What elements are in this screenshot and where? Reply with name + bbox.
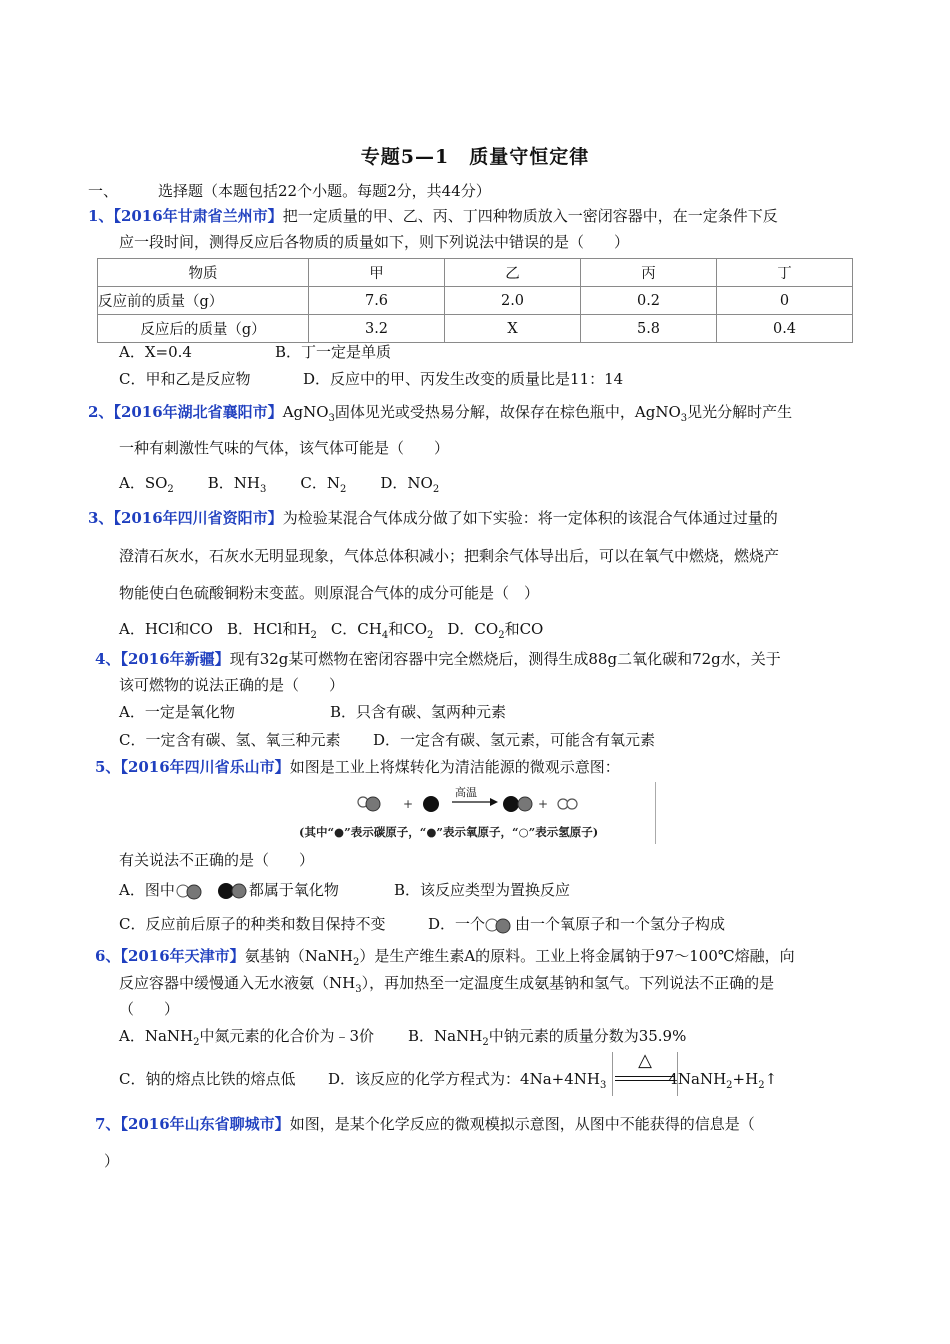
- q3-stem-2: 澄清石灰水，石灰水无明显现象，气体总体积减小；把剩余气体导出后，可以在氧气中燃烧，燃烧产: [119, 547, 780, 565]
- q6-stem-b: ）是生产维生素A的原料。工业上将金属钠于97～100℃熔融，向: [359, 947, 795, 965]
- subscript: 2: [193, 1037, 200, 1048]
- q5-stem-2: 有关说法不正确的是（ ）: [119, 851, 315, 869]
- q5-option-b: B．该反应类型为置换反应: [394, 881, 571, 899]
- subscript: 3: [680, 413, 688, 424]
- table-cell: 0.2: [581, 287, 717, 315]
- q4-number: 4、: [95, 650, 121, 668]
- q3-line1: [88, 507, 778, 529]
- section-number: 一、: [88, 182, 119, 200]
- q5-option-a-text: A．图中: [119, 881, 175, 899]
- q6-option-c: C．钠的熔点比铁的熔点低: [119, 1070, 296, 1088]
- oxygen-atom-icon: [518, 797, 532, 811]
- q3-option-c-rest: 和CO: [388, 620, 428, 638]
- q5-option-a-rest: 都属于氧化物: [248, 881, 339, 899]
- table-cell: 3.2: [309, 315, 445, 343]
- q2-stem-2: 一种有刺激性气味的气体，该气体可能是（ ）: [119, 439, 450, 457]
- q6-option-d-product: 4NaNH: [668, 1070, 727, 1088]
- table-cell: X: [445, 315, 581, 343]
- reaction-condition: 高温: [455, 786, 477, 799]
- q2-stem-a: AgNO: [282, 403, 329, 421]
- q4-stem-1: 现有32g某可燃物在密闭容器中完全燃烧后，测得生成88g二氧化碳和72g水，关于: [229, 650, 781, 668]
- subscript: 2: [427, 630, 434, 641]
- subscript: 3: [260, 484, 267, 495]
- table-row: [98, 259, 853, 287]
- q5-option-a: [119, 879, 339, 901]
- q3-option-d: D．CO: [447, 620, 499, 638]
- q5-option-d-text: D．一个: [428, 915, 486, 933]
- table-cell: 0: [717, 287, 853, 315]
- q7-line1: [95, 1113, 755, 1135]
- section-heading: [88, 180, 491, 201]
- q3-number: 3、: [88, 509, 114, 527]
- table-cell: 7.6: [309, 287, 445, 315]
- q3-stem-1: 为检验某混合气体成分做了如下实验：将一定体积的该混合气体通过过量的: [282, 509, 778, 527]
- q6-option-b-rest: 中钠元素的质量分数为35.9%: [488, 1027, 687, 1045]
- q6-line2: [119, 972, 774, 1001]
- q4-source: 【2016年新疆】: [120, 650, 230, 668]
- table-cell: 反应后的质量（g）: [98, 315, 309, 343]
- q6-line1: [95, 945, 795, 974]
- subscript: 2: [340, 484, 347, 495]
- hydrogen-atom-icon: [567, 799, 577, 809]
- q2-source: 【2016年湖北省襄阳市】: [113, 403, 283, 421]
- table-cell: 乙: [445, 259, 581, 287]
- q6-option-b-text: B．NaNH: [408, 1027, 483, 1045]
- q6-stem-d: ），再加热至一定温度生成氨基钠和氢气。下列说法不正确的是: [361, 974, 775, 992]
- subscript: 2: [482, 1037, 489, 1048]
- q2-stem-b: 固体见光或受热易分解，故保存在棕色瓶中，AgNO: [334, 403, 681, 421]
- q2-options: [119, 472, 439, 501]
- equals-line-bottom: [615, 1080, 675, 1081]
- q5-option-d-rest: 由一个氧原子和一个氢分子构成: [515, 915, 726, 933]
- q2-option-c: C．N: [300, 474, 340, 492]
- q2-option-d: D．NO: [380, 474, 433, 492]
- subscript: 4: [381, 630, 389, 641]
- reaction-scheme-svg: [295, 782, 655, 844]
- subscript: 2: [726, 1080, 733, 1091]
- q6-option-d-h: +H: [732, 1070, 759, 1088]
- equation-condition-box: [612, 1052, 678, 1096]
- carbon-atom-icon: [503, 796, 519, 812]
- q3-option-b: B．HCl和H: [226, 620, 311, 638]
- q6-option-d-text: D．该反应的化学方程式为：4Na+4NH: [328, 1070, 600, 1088]
- q3-stem-3: 物能使白色硫酸铜粉末变蓝。则原混合气体的成分可能是（ ）: [119, 584, 540, 602]
- table-cell: 甲: [309, 259, 445, 287]
- subscript: 2: [498, 630, 505, 641]
- q5-option-d: [428, 913, 725, 935]
- q6-stem-a: 氨基钠（NaNH: [244, 947, 353, 965]
- q7-stem-1: 如图，是某个化学反应的微观模拟示意图，从图中不能获得的信息是（: [289, 1115, 755, 1133]
- subscript: 2: [432, 484, 440, 495]
- q2-number: 2、: [88, 403, 114, 421]
- q4-stem-2: 该可燃物的说法正确的是（ ）: [119, 676, 345, 694]
- q3-option-a: A．HCl和CO: [119, 620, 213, 638]
- q5-option-c: C．反应前后原子的种类和数目保持不变: [119, 915, 386, 933]
- q5-line1: [95, 756, 620, 778]
- q4-option-b: B．只含有碳、氢两种元素: [330, 703, 507, 721]
- q4-option-d: D．一定含有碳、氢元素，可能含有氧元素: [373, 731, 656, 749]
- section-text: 选择题（本题包括22个小题。每题2分，共44分）: [158, 182, 491, 200]
- table-cell: 5.8: [581, 315, 717, 343]
- q1-option-c: C．甲和乙是反应物: [119, 370, 251, 388]
- q6-source: 【2016年天津市】: [120, 947, 245, 965]
- q6-option-a-rest: 中氮元素的化合价为﹣3价: [199, 1027, 375, 1045]
- table-cell: 丁: [717, 259, 853, 287]
- q2-stem-c: 见光分解时产生: [687, 403, 793, 421]
- q3-option-d-rest: 和CO: [504, 620, 544, 638]
- scheme-legend: (其中“●”表示碳原子，“●”表示氧原子，“○”表示氢原子): [299, 825, 599, 839]
- q7-number: 7、: [95, 1115, 121, 1133]
- q1-stem-1: 把一定质量的甲、乙、丙、丁四种物质放入一密闭容器中，在一定条件下反: [282, 207, 778, 225]
- subscript: 3: [328, 413, 335, 424]
- q2-option-b: B．NH: [207, 474, 261, 492]
- table-row: [98, 287, 853, 315]
- q4-line1: [95, 648, 781, 670]
- q1-option-d: D．反应中的甲、丙发生改变的质量比是11：14: [303, 370, 624, 388]
- q4-option-c: C．一定含有碳、氢、氧三种元素: [119, 731, 341, 749]
- subscript: 2: [167, 484, 174, 495]
- water-molecule-icon: [485, 916, 515, 934]
- plus-sign: +: [403, 797, 414, 811]
- q6-stem-c: 反应容器中缓慢通入无水液氨（NH: [119, 974, 356, 992]
- carbon-monoxide-icon: [217, 882, 249, 900]
- q1-line1: [88, 205, 778, 227]
- gas-arrow-icon: ↑: [764, 1070, 778, 1088]
- q1-option-b: B．丁一定是单质: [275, 343, 392, 361]
- oxygen-atom-icon: [366, 797, 380, 811]
- q5-number: 5、: [95, 758, 121, 776]
- table-cell: 丙: [581, 259, 717, 287]
- q7-stem-2: ）: [104, 1152, 120, 1170]
- q5-source: 【2016年四川省乐山市】: [120, 758, 290, 776]
- reaction-scheme-figure: [295, 782, 656, 844]
- q6-option-a-text: A．NaNH: [119, 1027, 194, 1045]
- subscript: 3: [355, 984, 362, 995]
- page-title: 专题5—1 质量守恒定律: [360, 146, 590, 168]
- q1-option-a: A．X=0.4: [119, 343, 192, 361]
- subscript: 2: [352, 957, 360, 968]
- table-row: [98, 315, 853, 343]
- q6-option-a: [119, 1025, 374, 1054]
- q1-table: [97, 258, 853, 343]
- q3-option-c: C．CH: [330, 620, 382, 638]
- q1-source: 【2016年甘肃省兰州市】: [113, 207, 283, 225]
- q2-option-a: A．SO: [119, 474, 168, 492]
- table-cell: 2.0: [445, 287, 581, 315]
- q5-stem-1: 如图是工业上将煤转化为清洁能源的微观示意图：: [289, 758, 620, 776]
- q6-number: 6、: [95, 947, 121, 965]
- water-molecule-icon: [175, 882, 209, 900]
- q1-stem-2: 应一段时间，测得反应后各物质的质量如下，则下列说法中错误的是（ ）: [119, 233, 630, 251]
- subscript: 3: [599, 1080, 607, 1091]
- table-cell: 物质: [98, 259, 309, 287]
- plus-sign: +: [538, 797, 549, 811]
- table-cell: 反应前的质量（g）: [98, 287, 309, 315]
- q2-line1: [88, 401, 792, 430]
- q4-option-a: A．一定是氧化物: [119, 703, 235, 721]
- q3-options: [119, 618, 543, 647]
- q6-stem-3: （ ）: [119, 1000, 180, 1018]
- q3-source: 【2016年四川省资阳市】: [113, 509, 283, 527]
- subscript: 2: [758, 1080, 765, 1091]
- subscript: 2: [310, 630, 317, 641]
- table-cell: 0.4: [717, 315, 853, 343]
- arrow-head-icon: [490, 798, 498, 806]
- q6-option-d: [328, 1068, 777, 1097]
- equals-line-top: [615, 1076, 675, 1077]
- q7-source: 【2016年山东省聊城市】: [120, 1115, 290, 1133]
- carbon-atom-icon: [423, 796, 439, 812]
- q1-number: 1、: [88, 207, 114, 225]
- heat-triangle-icon: △: [638, 1050, 652, 1071]
